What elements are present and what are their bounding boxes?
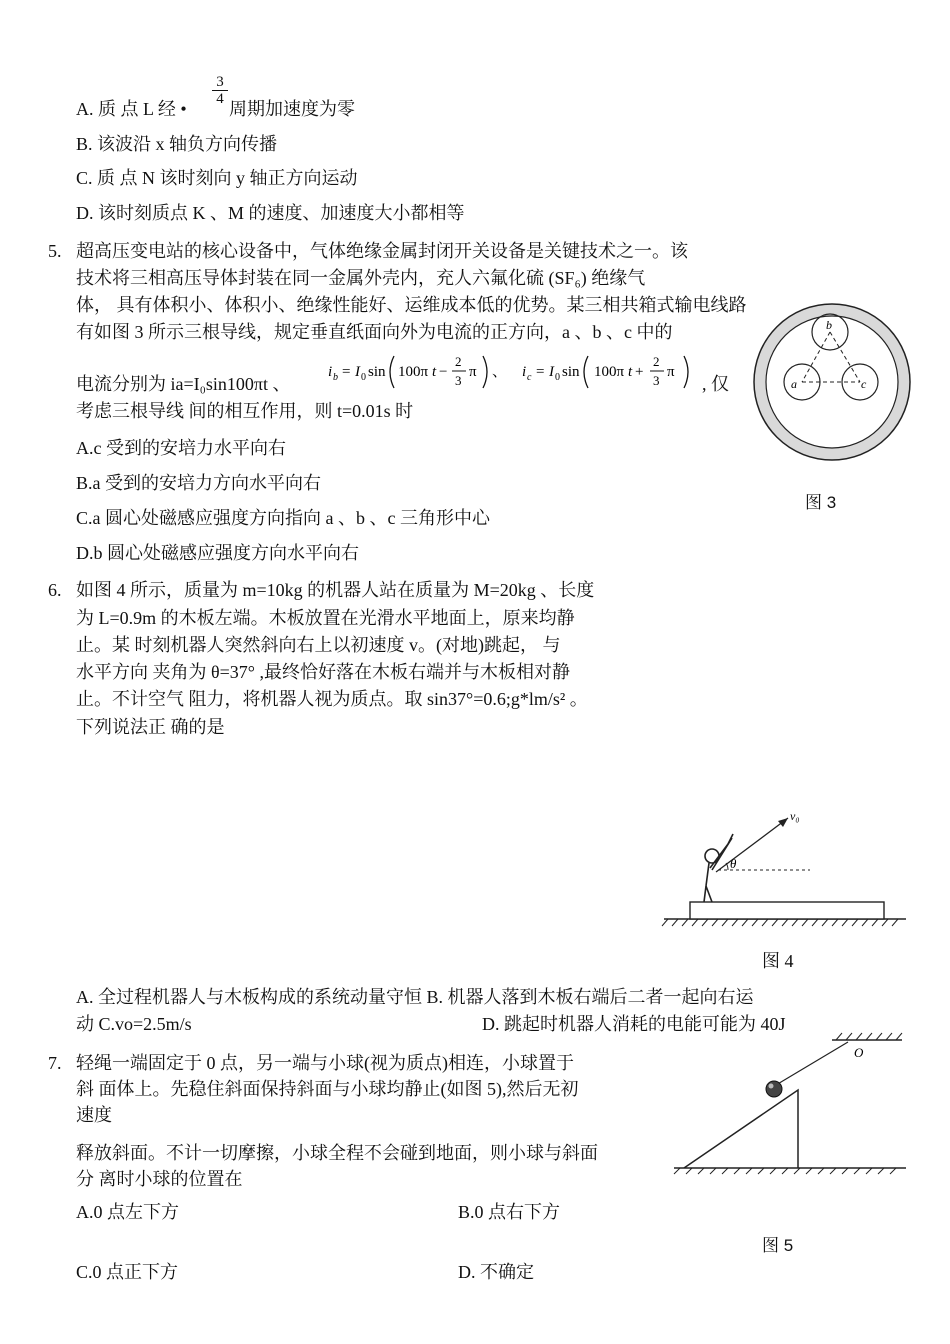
svg-text:+: + — [635, 364, 644, 380]
svg-text:c: c — [527, 372, 532, 383]
rope — [776, 1042, 848, 1085]
q5-line-4: 有如图 3 所示三根导线，规定垂直纸面向外为电流的正方向，a 、b 、c 中的 — [76, 322, 673, 342]
q5-line-3: 体， 具有体积小、体积小、绝缘性能好、运维成本低的优势。某三相共箱式输电线路 — [76, 295, 747, 315]
figure-5-caption: 图 5 — [762, 1236, 794, 1255]
label-c: c — [861, 377, 867, 391]
q4-option-b: B. 该波沿 x 轴负方向传播 — [76, 134, 278, 154]
svg-text:0: 0 — [361, 372, 366, 383]
ground-hatching — [662, 919, 898, 926]
svg-text:i: i — [328, 364, 333, 380]
q6-line-2: 为 L=0.9m 的木板左端。木板放置在光滑水平地面上，原来均静 — [76, 608, 575, 628]
svg-text:t: t — [628, 364, 633, 380]
svg-text:2: 2 — [455, 354, 462, 369]
svg-text:I: I — [355, 364, 360, 380]
q7-number: 7. — [48, 1053, 62, 1073]
q5-ic-formula — [522, 350, 722, 394]
q5-current-suffix: , 仅 — [702, 374, 729, 394]
q6-line-1: 如图 4 所示，质量为 m=10kg 的机器人站在质量为 M=20kg 、长度 — [76, 580, 595, 600]
fraction-denominator: 4 — [212, 90, 228, 107]
figure-3-conductors — [752, 302, 912, 462]
svg-text:π: π — [469, 364, 477, 380]
q6-number: 6. — [48, 580, 62, 600]
svg-text:100π: 100π — [594, 364, 625, 380]
q5-line-1: 超高压变电站的核心设备中，气体绝缘金属封闭开关设备是关键技术之一。该 — [76, 241, 688, 261]
svg-text:2: 2 — [653, 354, 660, 369]
svg-text:=: = — [536, 364, 545, 380]
q6-option-c: 动 C.vo=2.5m/s — [76, 1014, 192, 1034]
q6-line-3: 止。某 时刻机器人突然斜向右上以初速度 v。(对地)跳起， 与 — [76, 635, 561, 655]
q5-current-prefix: 电流分别为 ia=I₀sin100πt 、 — [76, 374, 291, 394]
q5-ib-formula — [328, 350, 508, 394]
fraction-numerator: 3 — [216, 74, 224, 90]
theta-label: θ — [730, 856, 737, 871]
q4-option-d: D. 该时刻质点 K 、M 的速度、加速度大小都相等 — [76, 203, 465, 223]
q7-line-2: 斜 面体上。先稳住斜面保持斜面与小球均静止(如图 5),然后无初 — [76, 1079, 579, 1099]
q5-number: 5. — [48, 241, 62, 261]
q5-line-2: 技术将三相高压导体封装在同一金属外壳内，充人六氟化硫 (SF₆) 绝缘气 — [76, 268, 646, 288]
q5-option-c: C.a 圆心处磁感应强度方向指向 a 、b 、c 三角形中心 — [76, 508, 490, 528]
label-b: b — [826, 318, 832, 332]
svg-text:i: i — [522, 364, 527, 380]
q7-line-3: 速度 — [76, 1105, 112, 1125]
svg-text:3: 3 — [455, 373, 462, 388]
q4-option-a — [76, 98, 187, 120]
svg-text:I: I — [549, 364, 554, 380]
figure-3-caption: 图 3 — [805, 493, 837, 512]
ceiling-hatching — [836, 1033, 902, 1040]
figure-4-caption: 图 4 — [762, 951, 794, 971]
q4-option-a-fraction — [212, 74, 228, 107]
q6-line-4: 水平方向 夹角为 θ=37° ,最终恰好落在木板右端并与木板相对静 — [76, 662, 570, 682]
q4-option-a-suffix: 周期加速度为零 — [229, 99, 355, 119]
q7-option-c: C.0 点正下方 — [76, 1262, 179, 1282]
figure-4-robot-board — [660, 800, 910, 940]
q5-option-a: A.c 受到的安培力水平向右 — [76, 438, 286, 458]
svg-text:、: 、 — [492, 364, 508, 380]
q6-options-a-b: A. 全过程机器人与木板构成的系统动量守恒 B. 机器人落到木板右端后二者一起向右运 — [76, 987, 754, 1007]
q7-option-b: B.0 点右下方 — [458, 1202, 561, 1222]
q5-option-b: B.a 受到的安培力方向水平向右 — [76, 473, 321, 493]
svg-text:sin: sin — [562, 364, 580, 380]
o-label: O — [854, 1045, 864, 1060]
q7-option-a: A.0 点左下方 — [76, 1202, 179, 1222]
svg-text:−: − — [439, 364, 448, 380]
q7-option-d: D. 不确定 — [458, 1262, 534, 1282]
q5-option-d: D.b 圆心处磁感应强度方向水平向右 — [76, 543, 359, 563]
q7-line-1: 轻绳一端固定于 0 点，另一端与小球(视为质点)相连，小球置于 — [76, 1053, 574, 1073]
svg-text:sin: sin — [368, 364, 386, 380]
svg-text:t: t — [432, 364, 437, 380]
q6-line-6: 下列说法正 确的是 — [76, 717, 225, 737]
svg-text:3: 3 — [653, 373, 660, 388]
ball — [766, 1081, 782, 1097]
svg-text:b: b — [333, 372, 338, 383]
robot-figure — [704, 834, 733, 902]
q5-line-6: 考虑三根导线 间的相互作用，则 t=0.01s 时 — [76, 401, 414, 421]
v0-label: v₀ — [790, 809, 800, 823]
q6-option-d: D. 跳起时机器人消耗的电能可能为 40J — [482, 1014, 786, 1034]
label-a: a — [791, 377, 797, 391]
q4-option-c: C. 质 点 N 该时刻向 y 轴正方向运动 — [76, 168, 358, 188]
incline-body — [684, 1090, 798, 1168]
q7-line-4: 释放斜面。不计一切摩擦，小球全程不会碰到地面，则小球与斜面 — [76, 1143, 598, 1163]
figure-5-incline — [670, 1030, 910, 1170]
q4-option-a-prefix: A. 质 点 L 经 • — [76, 99, 187, 119]
wooden-board — [690, 902, 884, 919]
svg-text:=: = — [342, 364, 351, 380]
svg-text:π: π — [667, 364, 675, 380]
svg-text:0: 0 — [555, 372, 560, 383]
q7-line-5: 分 离时小球的位置在 — [76, 1169, 243, 1189]
ground-hatching — [674, 1168, 896, 1174]
svg-text:100π: 100π — [398, 364, 429, 380]
q6-line-5: 止。不计空气 阻力，将机器人视为质点。取 sin37°=0.6;g*lm/s² 。 — [76, 689, 588, 709]
velocity-arrowhead — [778, 818, 788, 827]
